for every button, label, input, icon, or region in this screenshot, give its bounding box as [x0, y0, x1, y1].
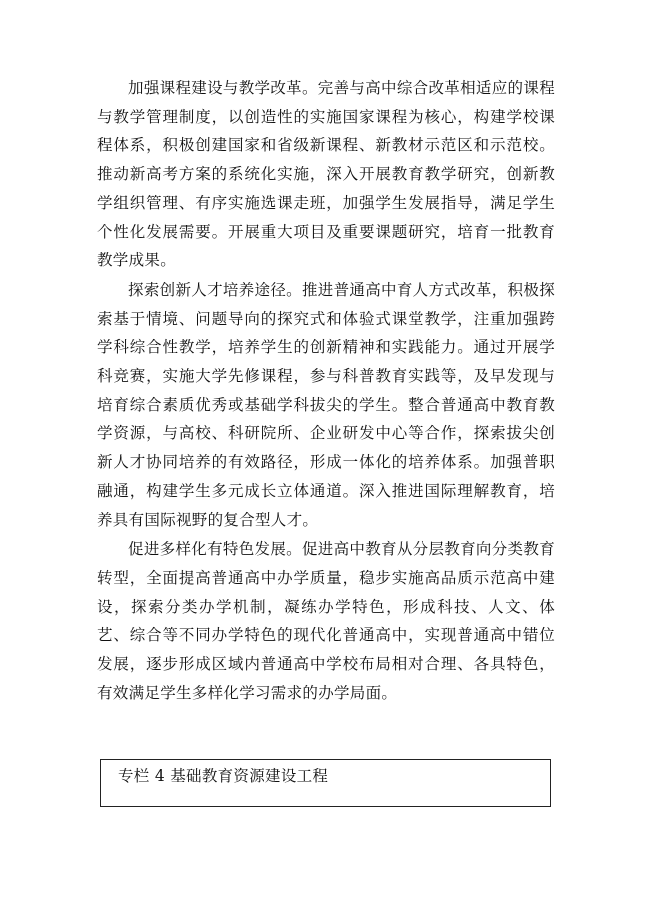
- paragraph-curriculum-reform: 加强课程建设与教学改革。完善与高中综合改革相适应的课程与教学管理制度，以创造性的实施国家课程为核心，构建学校课程体系，积极创建国家和省级新课程、新教材示范区和示范校。推动新高考方案的系统化实施，深入开展教育教学研究，创新教学组织管理、有序实施选课走班，加强学生发展指导，满足学生个性化发展需要。开展重大项目及重要课题研究，培育一批教育教学成果。: [97, 79, 555, 270]
- document-body: [97, 74, 555, 708]
- column-box: [100, 759, 551, 807]
- paragraph-diversified-development: 促进多样化有特色发展。促进高中教育从分层教育向分类教育转型，全面提高普通高中办学质量，稳步实施高品质示范高中建设，探索分类办学机制，凝练办学特色，形成科技、人文、体艺、综合等不同办学特色的现代化普通高中，实现普通高中错位发展，逐步形成区域内普通高中学校布局相对合理、各具特色，有效满足学生多样化学习需求的办学局面。: [97, 540, 555, 702]
- paragraph-innovative-talent: 探索创新人才培养途径。推进普通高中育人方式改革，积极探索基于情境、问题导向的探究式和体验式课堂教学，注重加强跨学科综合性教学，培养学生的创新精神和实践能力。通过开展学科竞赛，实施大学先修课程，参与科普教育实践等，及早发现与培育综合素质优秀或基础学科拔尖的学生。整合普通高中教育教学资源，与高校、科研院所、企业研发中心等合作，探索拔尖创新人才协同培养的有效路径，形成一体化的培养体系。加强普职融通，构建学生多元成长立体通道。深入推进国际理解教育，培养具有国际视野的复合型人才。: [97, 280, 555, 529]
- column-box-title: 专栏 4 基础教育资源建设工程: [118, 767, 329, 785]
